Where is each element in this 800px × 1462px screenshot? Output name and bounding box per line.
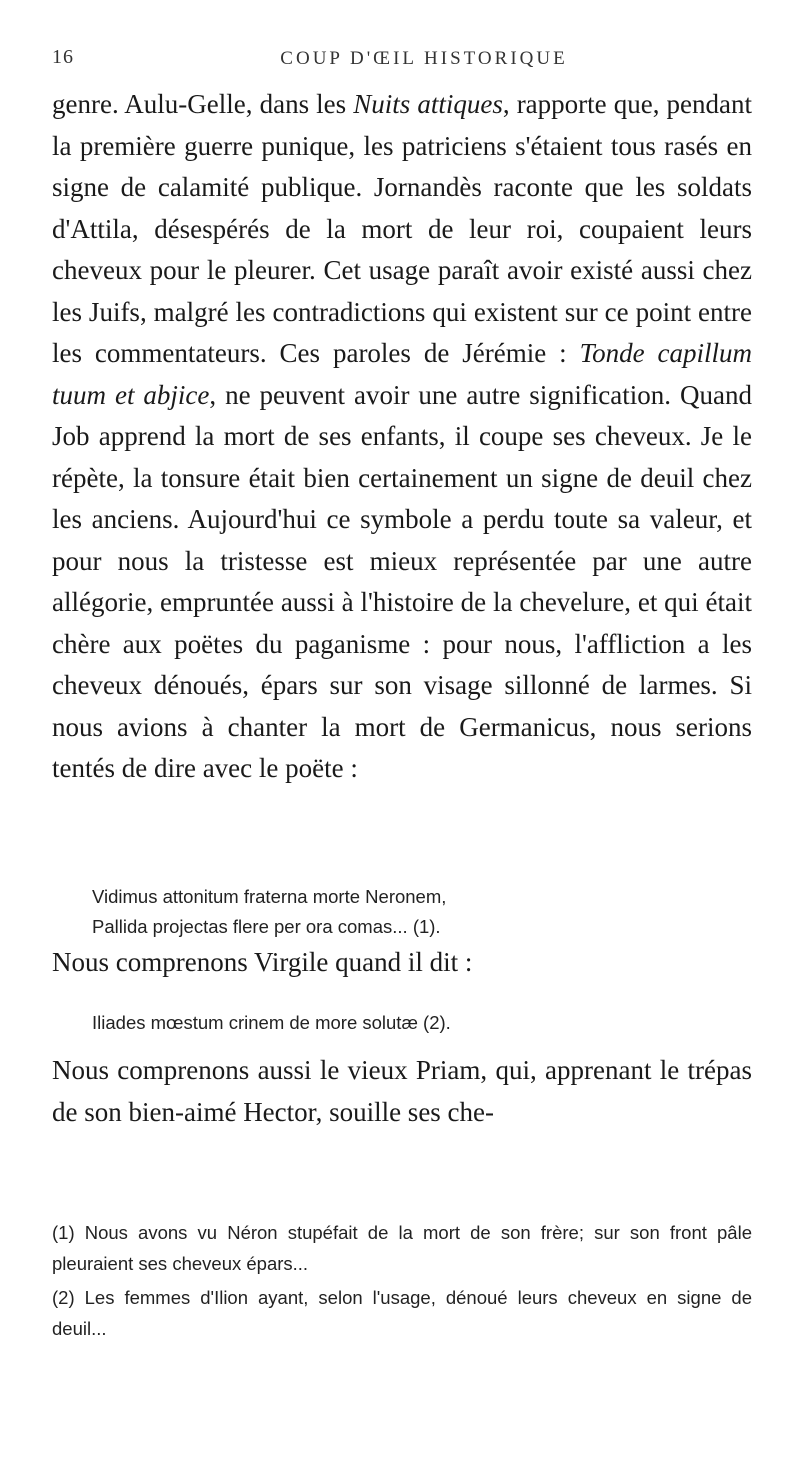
page-number: 16 — [52, 46, 74, 68]
lead-sentence: Nous comprenons aussi le vieux Priam, qui, apprenant le trépas de son bien-aimé Hector, souille ses che- — [52, 1055, 752, 1127]
paragraph-text: , rapporte que, pendant la première guerre punique, les patriciens s'étaient tous rasés en signe de calamité publique. Jornandès raconte que les soldats d'Attila, désespérés de la mort de leur roi, coupaient leurs cheveux pour le pleurer. Cet usage paraît avoir existé aussi chez les Juifs, malgré les contradictions qui existent sur ce point entre les commentateurs. Ces paroles de Jérémie : — [52, 89, 753, 368]
latin-verse-quote — [92, 882, 732, 942]
lead-sentence: Nous comprenons Virgile quand il dit : — [52, 947, 473, 977]
paragraph-text: genre. Aulu-Gelle, dans les — [52, 89, 354, 119]
latin-verse-quote: Iliades mœstum crinem de more solutæ (2). — [92, 1012, 451, 1033]
footnote: (1) Nous avons vu Néron stupéfait de la mort de son frère; sur son front pâle pleuraient ses cheveux épars... — [52, 1222, 752, 1274]
book-title: Nuits attiques — [353, 89, 503, 119]
footnote: (2) Les femmes d'Ilion ayant, selon l'usage, dénoué leurs cheveux en signe de deuil... — [52, 1287, 752, 1339]
main-paragraph — [52, 84, 752, 790]
footnotes — [52, 1218, 752, 1348]
verse-line: Vidimus attonitum fraterna morte Neronem, — [92, 886, 447, 907]
paragraph-text: , ne peuvent avoir une autre signification. Quand Job apprend la mort de ses enfants, il coupe ses cheveux. Je le répète, la tonsure était bien certainement un signe de deuil chez les anciens. Aujourd'hui ce symbole a perdu toute sa valeur, et pour nous la tristesse est mieux représentée par une autre allégorie, empruntée aussi à l'histoire de la chevelure, et qui était chère aux poëtes du paganisme : pour nous, l'affliction a les cheveux dénoués, épars sur son visage sillonné de larmes. Si nous avions à chanter la mort de Germanicus, nous serions tentés de dire avec le poëte : — [52, 379, 752, 783]
latin-quote: Tonde capillum tuum et abjice — [52, 338, 752, 410]
verse-line: Pallida projectas flere per ora comas... (1). — [92, 916, 441, 937]
page-header — [52, 46, 756, 76]
running-head: COUP D'ŒIL HISTORIQUE — [280, 48, 568, 69]
